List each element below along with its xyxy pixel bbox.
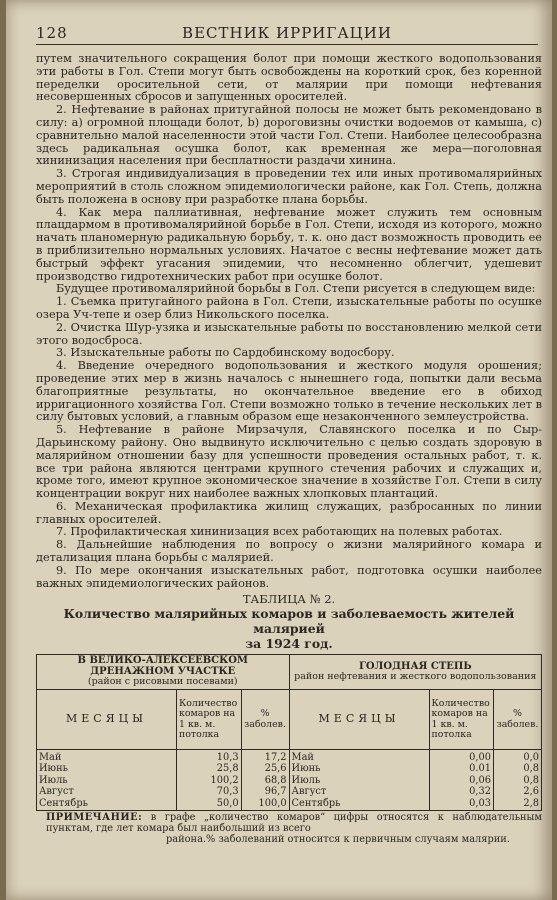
count-cell: 25,8 xyxy=(216,763,239,775)
count-cell: 10,3 xyxy=(216,752,239,764)
count-cell: 0.01 xyxy=(469,763,491,775)
article-body xyxy=(36,53,542,845)
pct-cell: 25,6 xyxy=(264,763,287,775)
illness-header xyxy=(493,690,541,750)
count-cell: 50,0 xyxy=(216,797,239,809)
table-note xyxy=(36,813,542,845)
left-section-title: В ВЕЛИКО-АЛЕКСЕЕВСКОМ ДРЕНАЖНОМ УЧАСТКЕ xyxy=(77,655,248,677)
month-cell: Сентябрь xyxy=(39,797,88,809)
left-section-subtitle: (район с рисовыми посевами) xyxy=(87,676,238,688)
months-header: МЕСЯЦЫ xyxy=(37,690,177,750)
right-count-col xyxy=(429,750,493,811)
percent-sign: % xyxy=(260,707,270,719)
pct-cell: 0,0 xyxy=(523,752,539,764)
month-cell: Июнь xyxy=(291,763,321,775)
left-months-col xyxy=(37,750,177,811)
paragraph: 1. Съемка притугайного района в Гол. Степи, изыскательные работы по осушке озера Уч-тепе и озер близ Никольского поселка. xyxy=(36,295,542,321)
paragraph: 7. Профилактическая хининизация всех работающих на полевых работах. xyxy=(56,525,503,539)
month-cell: Май xyxy=(291,752,314,764)
note-text: района.% заболеваний относится к первичным случаям малярии. xyxy=(166,833,510,845)
paragraph: 5. Нефтевание в районе Мирзачуля, Славянского поселка и по Сыр-Дарьинскому району. Оно выдвинуто исключительно с целью создать здоровую в малярийном отношении базу для успешности проведения остальных работ, т. к. все три района являются центрами крупного стечения рабочих и служащих и, кроме того, имеют крупное экономическое значение в хозяйстве Гол. Степи в силу концентрации вокруг них наиболее важных хлопковых плантаций. xyxy=(36,423,542,501)
month-cell: Май xyxy=(39,752,62,764)
pct-cell: 2,6 xyxy=(523,786,539,798)
paragraph: 8. Дальнейшие наблюдения по вопросу о жизни малярийного комара и детализация плана борьбы с малярией. xyxy=(36,538,542,565)
journal-title: ВЕСТНИК ИРРИГАЦИИ xyxy=(182,24,392,42)
left-count-col xyxy=(177,750,242,811)
count-cell: 100,2 xyxy=(210,774,239,786)
paragraph: 2. Очистка Шур-узяка и изыскательные работы по восстановлению мелкой сети этого водосброса. xyxy=(36,320,542,347)
table-caption: ТАБЛИЦА № 2. xyxy=(242,592,336,607)
month-cell: Июль xyxy=(291,774,321,786)
paragraph: 4. Как мера паллиативная, нефтевание может служить тем основным плацдармом в противомалярийной борьбе в Гол. Степи, исходя из которого, можно начать планомерную радикальную борьбу, т. к. оно даст возможность проводить ее в приблизительно нормальных условиях. Начатое с весны нефтевание может дать быстрый эффект угасания эпидемии, что несомненно облегчит, удешевит производство гидротехнических работ при осушке болот. xyxy=(36,205,542,283)
illness-label: заболев. xyxy=(244,718,286,730)
right-section-subtitle: район нефтевания и жесткого водопользования xyxy=(294,671,537,683)
month-cell: Август xyxy=(291,786,327,798)
pct-cell: 0,8 xyxy=(523,774,539,786)
right-section-header xyxy=(289,655,541,690)
table-title-line: за 1924 год. xyxy=(245,636,333,652)
right-months-col xyxy=(289,750,429,811)
left-pct-col xyxy=(241,750,289,811)
paragraph: 3. Строгая индивидуализация в проведении тех или иных противомалярийных мероприятий в столь сложном эпидемиологически районе, как Гол. Степь, должна быть положена в основу при разработке плана борьбы. xyxy=(36,167,542,206)
count-cell: 0,06 xyxy=(469,774,491,786)
right-pct-col xyxy=(493,750,541,811)
month-cell: Август xyxy=(39,786,74,798)
pct-cell: 100,0 xyxy=(258,797,287,809)
left-section-header xyxy=(37,655,290,690)
count-header: Количество комаров на 1 кв. м. потолка xyxy=(177,690,242,750)
paragraph: Будущее противомалярийной борьбы в Гол. Степи рисуется в следующем виде: xyxy=(56,282,536,296)
paragraph: 6. Механическая профилактика жилищ служащих, разбросанных по линии главных оросителей. xyxy=(36,499,542,526)
count-cell: 0,32 xyxy=(469,786,491,798)
month-cell: Июль xyxy=(39,774,68,786)
pct-cell: 96,7 xyxy=(264,786,287,798)
count-header: Количество комаров на 1 кв. м. потолка xyxy=(429,690,493,750)
note-label: ПРИМЕЧАНИЕ: xyxy=(46,812,143,824)
count-cell: 0,03 xyxy=(469,797,491,809)
pct-cell: 2,8 xyxy=(523,797,539,809)
count-cell: 70,3 xyxy=(216,786,239,798)
percent-sign: % xyxy=(513,707,522,719)
note-text: в графе „количество комаров“ цифры относятся к наблюдательным пунктам, где лет комара был наибольший из всего xyxy=(46,812,542,834)
paragraph: 2. Нефтевание в районах притугайной полосы не может быть рекомендовано в силу: а) огромной площади болот, b) дороговизны очистки водоемов от камыша, с) сравнительно малой населенности этой части Гол. Степи. Наиболее целесообразна здесь радикальная осушка болот, как временная же мера—поголовная хининизация населения при бесплатности раздачи хинина. xyxy=(36,103,542,168)
month-cell: Июнь xyxy=(39,763,68,775)
count-cell: 0,00 xyxy=(469,752,491,764)
table-title-line: Количество малярийных комаров и заболеваемость жителей малярией xyxy=(63,606,515,637)
illness-label: заболев. xyxy=(496,718,539,730)
paragraph: 9. По мере окончания изыскательных работ, подготовка осушки наиболее важных эпидемиологических районов. xyxy=(36,563,542,590)
pct-cell: 0,8 xyxy=(523,763,539,775)
months-header: МЕСЯЦЫ xyxy=(289,690,429,750)
journal-page xyxy=(6,0,552,900)
paragraph: 3. Изыскательные работы по Сардобинскому водосбору. xyxy=(56,346,395,360)
table-body xyxy=(37,750,542,811)
paragraph: путем значительного сокращения болот при помощи жесткого водопользования эти работы в Гол. Степи могут быть освобождены на короткий срок, без коренной переделки оросительной сети, от малярии при помощи нефтевания несовершенных сбросов и запущенных оросителей. xyxy=(36,52,542,104)
right-section-title: ГОЛОДНАЯ СТЕПЬ xyxy=(358,660,472,672)
pct-cell: 68,8 xyxy=(264,774,287,786)
page-number: 128 xyxy=(36,24,68,42)
month-cell: Сентябрь xyxy=(291,797,341,809)
illness-header xyxy=(241,690,289,750)
pct-cell: 17,2 xyxy=(264,752,287,764)
mosquito-table xyxy=(36,654,542,811)
table-title xyxy=(36,606,542,651)
paragraph: 4. Введение очередного водопользования и жесткого модуля орошения; проведение этих мер в жизнь началось с нынешнего года, попытки дали весьма благоприятные результаты, но окончательное введение его в обиход ирригационного хозяйства Гол. Степи возможно только в течение нескольких лет в силу бытовых условий, а главным образом еще незаконченного землеустройства. xyxy=(36,359,542,424)
page-header xyxy=(36,22,538,45)
